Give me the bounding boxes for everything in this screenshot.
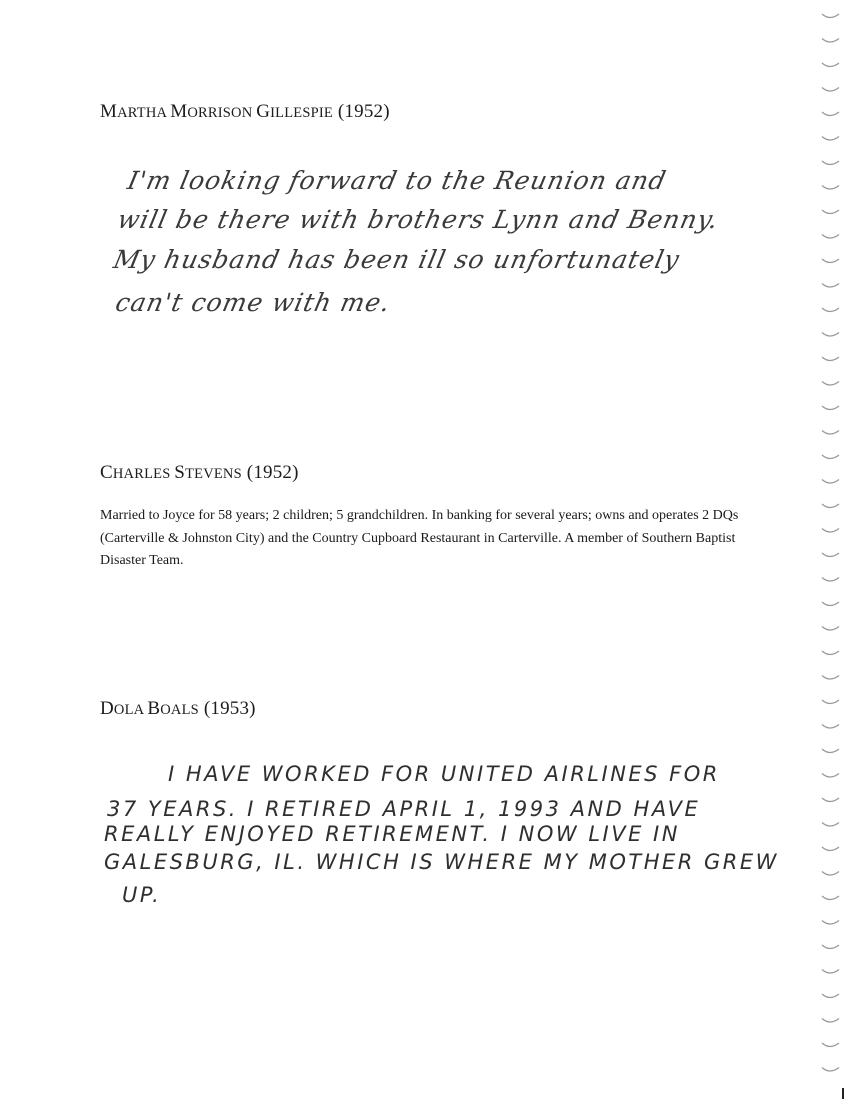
binding-hole-mark bbox=[822, 651, 839, 655]
binding-hole-mark bbox=[822, 578, 839, 582]
handwritten-line: My husband has been ill so unfortunately bbox=[110, 245, 683, 274]
binding-hole-mark bbox=[822, 259, 839, 263]
binding-hole-mark bbox=[822, 896, 839, 900]
binding-hole-mark bbox=[822, 529, 839, 533]
binding-hole-mark bbox=[822, 333, 839, 337]
handwritten-line: 37 YEARS. I RETIRED APRIL 1, 1993 AND HAVE bbox=[107, 797, 701, 821]
binding-hole-mark bbox=[822, 970, 839, 974]
binding-hole-mark bbox=[822, 823, 839, 827]
binding-hole-mark bbox=[822, 357, 839, 361]
binding-hole-mark bbox=[822, 872, 839, 876]
binding-hole-mark bbox=[822, 1068, 839, 1072]
binding-hole-mark bbox=[822, 137, 839, 141]
binding-hole-mark bbox=[822, 945, 839, 949]
binding-hole-mark bbox=[822, 627, 839, 631]
biography-paragraph: Married to Joyce for 58 years; 2 children; 5 grandchildren. In banking for several years; owns and operates 2 DQs (Carterville & Johnston City) and the Country Cupboard Restaurant in Carterville. A member of Southern Baptist Disaster Team. bbox=[100, 508, 739, 568]
binding-hole-mark bbox=[822, 700, 839, 704]
binding-hole-mark bbox=[822, 602, 839, 606]
binding-hole-mark bbox=[822, 798, 839, 802]
binding-hole-mark bbox=[822, 994, 839, 998]
binding-hole-mark bbox=[822, 553, 839, 557]
binding-hole-mark bbox=[822, 504, 839, 508]
binding-hole-mark bbox=[822, 186, 839, 190]
binding-hole-mark bbox=[822, 749, 839, 753]
binding-hole-mark bbox=[822, 161, 839, 165]
binding-hole-mark bbox=[822, 63, 839, 67]
binding-marks bbox=[810, 0, 850, 1099]
binding-hole-mark bbox=[822, 847, 839, 851]
binding-hole-mark bbox=[822, 235, 839, 239]
section-heading-boals: DOLA BOALS (1953) bbox=[100, 698, 256, 719]
handwritten-line: UP. bbox=[122, 883, 162, 907]
section-heading-gillespie: MARTHA MORRISON GILLESPIE (1952) bbox=[100, 101, 390, 122]
binding-hole-mark bbox=[822, 1019, 839, 1023]
binding-hole-mark bbox=[822, 480, 839, 484]
binding-hole-mark bbox=[822, 39, 839, 43]
binding-hole-mark bbox=[822, 725, 839, 729]
handwritten-line: I'm looking forward to the Reunion and bbox=[124, 166, 670, 195]
binding-hole-mark bbox=[822, 431, 839, 435]
binding-hole-mark bbox=[822, 284, 839, 288]
binding-hole-mark bbox=[822, 210, 839, 214]
handwritten-line: REALLY ENJOYED RETIREMENT. I NOW LIVE IN bbox=[104, 822, 680, 846]
binding-hole-mark bbox=[822, 676, 839, 680]
section-heading-stevens: CHARLES STEVENS (1952) bbox=[100, 462, 299, 483]
handwritten-line: GALESBURG, IL. WHICH IS WHERE MY MOTHER GREW bbox=[104, 850, 779, 874]
binding-hole-mark bbox=[822, 1043, 839, 1047]
binding-hole-mark bbox=[822, 382, 839, 386]
binding-hole-mark bbox=[822, 406, 839, 410]
handwritten-line: can't come with me. bbox=[112, 288, 394, 317]
binding-hole-mark bbox=[822, 455, 839, 459]
binding-hole-mark bbox=[822, 112, 839, 116]
handwritten-line: will be there with brothers Lynn and Benny. bbox=[114, 205, 722, 234]
binding-hole-mark bbox=[822, 308, 839, 312]
binding-hole-mark bbox=[822, 921, 839, 925]
binding-hole-mark bbox=[822, 88, 839, 92]
binding-hole-mark bbox=[822, 774, 839, 778]
handwritten-line: I HAVE WORKED FOR UNITED AIRLINES FOR bbox=[168, 762, 720, 786]
binding-hole-mark bbox=[822, 14, 839, 18]
